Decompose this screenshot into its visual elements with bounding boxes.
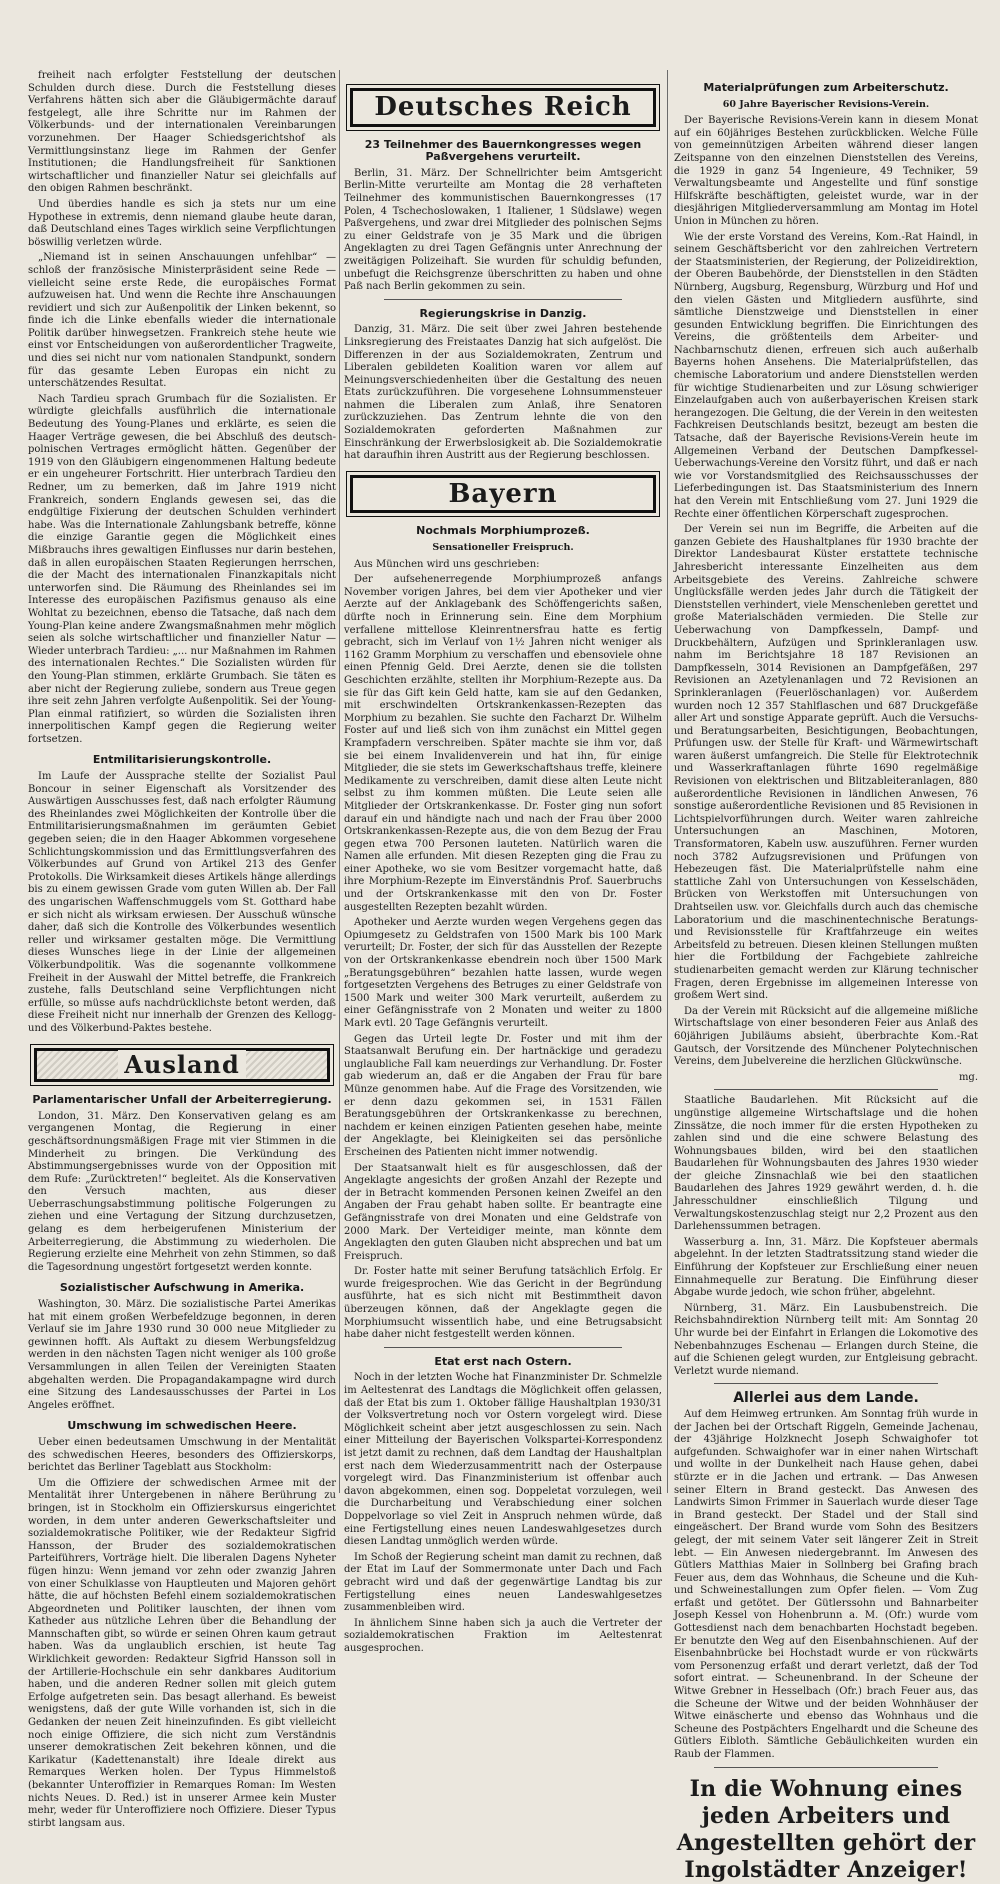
article-paragraph: Nürnberg, 31. März. Ein Lausbubenstreich. Die Reichsbahndirektion Nürnberg teilt mit: Am Sonntag 20 Uhr wurde bei der Einfahrt in Erlangen die Lokomotive des Nebenbahnzuges Eschenau — Erlangen durch Steine, die auf die Schienen gelegt wurden, zur Entgleisung gebracht. Verletzt wurde niemand.: [674, 1302, 978, 1377]
section-banner-ausland: [34, 1048, 330, 1083]
article-paragraph: Staatliche Baudarlehen. Mit Rücksicht auf die ungünstige allgemeine Wirtschaftslage und die hohen Zinssätze, die noch immer für die ersten Hypotheken zu zahlen sind und die eine schwere Belastung des Wohnungsbaues bilden, wird bei den staatlichen Baudarlehen für Wohnungsbauten des Jahres 1930 wieder der gleiche Zinsnachlaß wie bei den staatlichen Baudarlehen des Jahres 1929 gewährt werden, d. h. die Jahresschuldner einschließlich Tilgung und Verwaltungskostenzuschlag steigt nur 2,2 Prozent aus den Darlehenssummen betragen.: [674, 1095, 978, 1233]
headline-bauernkongress: 23 Teilnehmer des Bauernkongresses wegen Paßvergehens verurteilt.: [364, 137, 642, 164]
article-paragraph: Der Staatsanwalt hielt es für ausgeschlossen, daß der Angeklagte angesichts der großen Anzahl der Rezepte und der in Betracht kommenden Personen keinen Zweifel an den Angaben der Frau gehabt haben sollte. Er beantragte eine Gefängnisstrafe von drei Monaten und eine Geldstrafe von 2000 Mark. Der Verteidiger meinte, man könnte dem Angeklagten den guten Glauben nicht absprechen und bat um Freispruch.: [344, 1162, 662, 1262]
subheadline-freispruch: Sensationeller Freispruch.: [432, 542, 574, 554]
headline-regierungskrise-danzig: Regierungskrise in Danzig.: [419, 306, 587, 320]
headline-sozialistischer-aufschwung: Sozialistischer Aufschwung in Amerika.: [59, 1281, 305, 1295]
column-rule: [667, 70, 668, 1493]
article-paragraph: Wasserburg a. Inn, 31. März. Die Kopfsteuer abermals abgelehnt. In der letzten Stadtratssitzung stand wieder die Einführung der Kopfsteuer zur Erschließung einer neuen Einnahmequelle zur Beratung. Die Einführung dieser Abgabe wurde jedoch, wie schon früher, abgelehnt.: [674, 1236, 978, 1299]
headline-etat-nach-ostern: Etat erst nach Ostern.: [434, 1354, 572, 1368]
article-paragraph: Aus München wird uns geschrieben:: [354, 558, 540, 570]
article-paragraph: Apotheker und Aerzte wurden wegen Vergehens gegen das Opiumgesetz zu Geldstrafen von 1500 Mark bis 100 Mark verurteilt; Dr. Foster, der sich für das Ausstellen der Rezepte von der Ortskrankenkasse ebendrein noch über 1500 Mark „Beratungsgebühren“ bezahlen hatte lassen, wurde wegen fortgesetzten Vergehens des Betruges zu einer Geldstrafe von 1500 Mark und weiter 300 Mark verurteilt, außerdem zu einer Gefängnisstrafe von 2 Monaten und weiter zu 1800 Mark evtl. 20 Tage Gefängnis verurteilt.: [344, 917, 662, 1029]
article-paragraph: „Niemand ist in seinen Anschauungen unfehlbar“ — schloß der französische Ministerpräsident seine Rede — vielleicht seine erste Rede, die europäisches Format aufzuweisen hat. Und wenn die Rechte ihre Anschauungen revidiert und sich zur Außenpolitik der Linken bekennt, so finde ich die Linke ebenfalls wieder die internationale Politik darüber hinwegsetzen. Frankreich stehe heute wie einst vor Entscheidungen von außerordentlicher Tragweite, und dies sei nicht nur vom nationalen Standpunkt, sondern für das gesamte Leben Europas ein nicht zu unterschätzendes Resultat.: [28, 252, 336, 390]
article-paragraph: Ueber einen bedeutsamen Umschwung in der Mentalität des schwedischen Heeres, besonders des Offizierskorps, berichtet das Berliner Tageblatt aus Stockholm:: [28, 1436, 336, 1474]
article-paragraph: Auf dem Heimweg ertrunken. Am Sonntag früh wurde in der Jachen bei der Ortschaft Riggeln, Gemeinde Jachenau, der 43jährige Holzknecht Joseph Schwaighofer tot aufgefunden. Schwaighofer war in einer nahen Wirtschaft und wollte in der Dunkelheit nach Hause gehen, dabei stürzte er in die Jachen und ertrank. — Das Anwesen seiner Eltern in Brand gesteckt. Das Anwesen des Landwirts Simon Frimmer in Sauerlach wurde dieser Tage in Brand gesteckt. Der Stadel und der Stall sind eingeäschert. Der Brand wurde vom Sohn des Besitzers gelegt, der mit seinem Vater seit längerer Zeit in Streit lebt. — Ein Anwesen niedergebrannt. Im Anwesen des Gütlers Matthias Maier in Sollnberg bei Grafing brach Feuer aus, dem das Wohnhaus, die Scheune und die Kuh- und Schweinestallungen zum Opfer fielen. — Vom Zug erfaßt und getötet. Der Gütlerssohn und Bahnarbeiter Joseph Kessel von Hohenbrunn a. M. (Ofr.) wurde vom Gottesdienst nach dem benachbarten Hochstadt begeben. Er benutzte den Weg auf den Eisenbahnschienen. Auf der Eisenbahnbrücke bei Hochstadt wurde er von rückwärts vom Personenzug erfaßt und derart verletzt, daß der Tod sofort eintrat. — Scheunenbrand. In der Scheune der Witwe Grebner in Hesselbach (Ofr.) brach Feuer aus, das die Scheune der Witwe und der beiden Wohnhäuser der Witwe einäscherte und ebenso das Wohnhaus und die Scheune des Postpächters Engelhardt und die Scheune des Gütlers Eibloth. Sämtliche Gebäulichkeiten wurden ein Raub der Flammen.: [674, 1408, 978, 1760]
column-rule: [339, 70, 340, 1493]
article-paragraph: Der Verein sei nun im Begriffe, die Arbeiten auf die ganzen Gebiete des Haushaltplanes für 1930 brachte der Direktor Landesbaurat Küster erstattete technische Jahresbericht interessante Einzelheiten aus dem Arbeitsgebiete des Vereins. Zahlreiche schwere Unglücksfälle werden jedes Jahr durch die Tätigkeit der Dienststellen verhindert, viele Menschenleben gerettet und große Materialschäden vermieden. Die Stelle zur Ueberwachung von Dampfkesseln, Dampf- und Druckbehältern, Aufzügen und Sprinkleranlagen usw. nahm im Berichtsjahre 18 187 Revisionen an Dampfkesseln, 3014 Revisionen an Dampfgefäßen, 297 Revisionen an Azetylenanlagen und 72 Revisionen an Sprinkleranlagen (Feuerlöschanlagen) vor. Außerdem wurden noch 12 357 Stahlflaschen und 687 Druckgefäße aller Art und sonstige Apparate geprüft. Auch die Versuchs- und Beratungsarbeiten, Besichtigungen, Beobachtungen, Prüfungen usw. der Stelle für Kraft- und Wärmewirtschaft waren äußerst umfangreich. Die Stelle für Elektrotechnik und Wasserkraftanlagen führte 1690 regelmäßige Revisionen von elektrischen und Blitzableiteranlagen, 880 außerordentliche Revisionen in ländlichen Anwesen, 76 sonstige außerordentliche Revisionen und 85 Revisionen in Lichtspielvorführungen durch. Weiter waren zahlreiche Untersuchungen an Maschinen, Motoren, Transformatoren, Kabeln usw. auszuführen. Ferner wurden noch 3782 Aufzugsrevisionen und Prüfungen von Hebezeugen fäst. Die Materialprüfstelle nahm eine stattliche Zahl von Untersuchungen von Kesselschäden, Brücken von Werkstoffen mit Untersuchungen von Drahtseilen usw. vor. Gleichfalls durch auch das chemische Laboratorium und die maschinentechnische Beratungs- und Revisionsstelle für Kraftfahrzeuge ein weites Arbeitsfeld zu betreuen. Diesen kleinen Stellungen mußten hier die Fortbildung der Fachgebiete zahlreiche studienarbeiten gemacht werden zur Klärung technischer Fragen, deren Ergebnisse im allgemeinen Interesse von großem Wert sind.: [674, 524, 978, 1002]
article-paragraph: In ähnlichem Sinne haben sich ja auch die Vertreter der sozialdemokratischen Fraktion im Aeltestenrat ausgesprochen.: [344, 1617, 662, 1654]
article-paragraph: Und überdies handle es sich ja stets nur um eine Hypothese in extremis, denn niemand glaube heute daran, daß Deutschland eines Tages wirklich seine Verpflichtungen böswillig verletzen würde.: [28, 198, 336, 248]
section-banner-deutsches-reich: Deutsches Reich: [350, 88, 656, 127]
article-paragraph: London, 31. März. Den Konservativen gelang es am vergangenen Montag, die Regierung in einer geschäftsordnungsmäßigen Frage mit vier Stimmen in die Minderheit zu bringen. Die Verkündung des Abstimmungsergebnisses wurde von der Opposition mit dem Rufe: „Zurücktreten!“ begleitet. Als die Konservativen den Versuch machten, aus dieser Ueberraschungsabstimmung politische Folgerungen zu ziehen und eine Vertagung der Sitzung durchzusetzen, gelang es dem herbeigerufenen Ministerium der Arbeiterregierung, die Abstimmung zu wiederholen. Die Regierung erzielte eine Mehrheit von zehn Stimmen, so daß die Tagesordnung ungestört fortgesetzt werden konnte.: [28, 1110, 336, 1273]
article-paragraph: Wie der erste Vorstand des Vereins, Kom.-Rat Haindl, in seinem Geschäftsbericht vor den zahlreichen Vertretern der Staatsministerien, der Regierung, der Polizeidirektion, der Oberen Baubehörde, der Dienststellen in den Städten Nürnberg, Augsburg, Regensburg, Würzburg und Hof und den vielen Gästen und Mitgliedern ausführte, sind sämtliche Dienstzweige und Dienststellen in einer gesunden Entwicklung begriffen. Die Einrichtungen des Vereins, die größtenteils dem Arbeiter- und Nachbarnschutz dienen, erfreuen sich auch außerhalb Bayerns hohen Ansehens. Die Materialprüfstellen, das chemische Laboratorium und andere Dienststellen werden für wichtige Studienarbeiten und zur Lösung schwieriger Einzelaufgaben auch von außerbayerischen Kreisen stark herangezogen. Die Geltung, die der Verein in den weitesten Fachkreisen Deutschlands besitzt, bezeugt am besten die Tatsache, daß der Bayerische Revisions-Verein heute im Allgemeinen Verband der Deutschen Dampfkessel-Ueberwachungs-Vereine den Vorsitz führt, und daß er nach wie vor Vorstandsmitglied des Reichsausschusses der Lieferbedingungen ist. Das Staatsministerium des Innern hat den Verein mit Entschließung vom 27. Juni 1929 die Rechte einer öffentlichen Körperschaft zugesprochen.: [674, 231, 978, 520]
article-paragraph: Der aufsehenerregende Morphiumprozeß anfangs November vorigen Jahres, bei dem vier Apotheker und vier Aerzte auf der Anklagebank des Schöffengerichts saßen, dürfte noch in Erinnerung sein. Eine dem Morphium verfallene mittellose Kleinrentnersfrau hatte es fertig gebracht, sich im Verlauf von 1½ Jahren nicht weniger als 1162 Gramm Morphium zu verschaffen und ebensoviele ohne einen Pfennig Geld. Drei Aerzte, denen sie die tollsten Geschichten erzählte, stellten ihr Morphium-Rezepte aus. Da sie für das Gift kein Geld hatte, kam sie auf den Gedanken, mit erschwindelten Ortskrankenkassen-Rezepten das Morphium zu bezahlen. Sie suchte den Facharzt Dr. Wilhelm Foster auf und ließ sich von ihm zunächst ein Mittel gegen Krampfadern verschreiben. Später machte sie ihm vor, daß sie bei einem Invalidenverein und hat ihn, für einige Mitglieder, die sie stets im Gewerkschaftshaus treffe, kleinere Medikamente zu verschreiben, damit diese alten Leute nicht selbst zu ihm kommen müßten. Die Leute seien alle Mitglieder der Ortskrankenkasse. Dr. Foster ging nun sofort darauf ein und händigte nach und nach der Frau über 2000 Ortskrankenkassen-Rezepte aus, die von dem Bezug der Frau gegen etwa 700 Personen lauteten. Natürlich waren die Namen alle erfunden. Mit diesen Rezepten ging die Frau zu einer Apotheke, wo sie vom Besitzer vorgemacht hatte, daß ihre Morphium-Rezepte im Einverständnis Prof. Sauerbruchs und der Ortskrankenkasse mit den von Dr. Foster ausgestellten Rezepten bezahlt würden.: [344, 574, 662, 913]
article-paragraph: Danzig, 31. März. Die seit über zwei Jahren bestehende Linksregierung des Freistaates Danzig hat sich aufgelöst. Die Differenzen in der aus Sozialdemokraten, Zentrum und Liberalen gebildeten Koalition waren vor allem auf Meinungsverschiedenheiten über die Gestaltung des neuen Etats zurückzuführen. Die vorgesehene Lohnsummensteuer nahmen die Liberalen zum Anlaß, ihre Senatoren zurückzuziehen. Das Zentrum lehnte die von den Sozialdemokraten geforderten Maßnahmen zur Einschränkung der Erwerbslosigkeit ab. Die Sozialdemokratie hat daraufhin ihren Austritt aus der Regierung beschlossen.: [344, 324, 662, 462]
article-paragraph: Washington, 30. März. Die sozialistische Partei Amerikas hat mit einem großen Werbefeldzuge begonnen, in deren Verlauf sie im Jahre 1930 rund 30 000 neue Mitglieder zu gewinnen hofft. Als Auftakt zu diesem Werbungsfeldzug werden in den nächsten Tagen nicht weniger als 100 große Versammlungen in allen Teilen der Vereinigten Staaten abgehalten werden. Die Propagandakampagne wird durch eine Sitzung des Landesausschusses der Partei in Los Angeles eröffnet.: [28, 1299, 336, 1411]
article-paragraph: Da der Verein mit Rücksicht auf die allgemeine mißliche Wirtschaftslage von einer besonderen Feier aus Anlaß des 60jährigen Jubiläums absieht, überbrachte Kom.-Rat Gautsch, der Vorsitzende des Münchener Polytechnischen Vereins, dem Jubelvereine die herzlichen Glückwünsche.: [674, 1005, 978, 1068]
article-paragraph: Berlin, 31. März. Der Schnellrichter beim Amtsgericht Berlin-Mitte verurteilte am Montag die 28 verhafteten Teilnehmer des kommunistischen Bauernkongresses (17 Polen, 4 Tschechoslowaken, 1 Italiener, 1 Südslawe) wegen Paßvergehens, und zwar drei Mitglieder des polnischen Sejms zu einer Geldstrafe von je 35 Mark und die übrigen Angeklagten zu drei Tagen Gefängnis unter Anrechnung der zweitägigen Polizeihaft. Sie wurden für schuldig befunden, unbefugt die Reichsgrenze überschritten zu haben und ohne Paß nach Berlin gekommen zu sein.: [344, 167, 662, 293]
headline-parlamentarischer-unfall: Parlamentarischer Unfall der Arbeiterregierung.: [32, 1093, 332, 1107]
divider: [714, 1383, 938, 1384]
headline-allerlei: Allerlei aus dem Lande.: [733, 1390, 919, 1407]
divider: [384, 1347, 622, 1348]
article-paragraph: Nach Tardieu sprach Grumbach für die Sozialisten. Er würdigte gleichfalls ausführlich die internationale Bedeutung des Young-Planes und erklärte, es seien die Haager Verträge gewesen, die bei Abschluß des deutsch-polnischen Vertrages ermöglicht hätten. Gegenüber der 1919 von den Gläubigern eingenommenen Haltung bedeute er ein ungeheurer Fortschritt. Hier unterbrach Tardieu den Redner, um zu bemerken, daß im Jahre 1919 nicht Frankreich, sondern Englands gewesen sei, das die endgültige Fixierung der deutschen Schulden verhindert habe. Was die Internationale Zahlungsbank betreffe, könne die einzige Garantie gegen die Möglichkeit eines Mißbrauchs ihres gewaltigen Einflusses nur darin bestehen, daß in allen europäischen Staaten Regierungen herrschen, die der Macht des internationalen Finanzkapitals nicht unterworfen sind. Die Räumung des Rheinlandes sei im Interesse des europäischen Pazifismus genauso als eine Wohltat zu bezeichnen, ebenso die Tatsache, daß nach dem Young-Plan keine andere Zwangsmaßnahmen mehr möglich seien als solche wirtschaftlicher und finanzieller Natur — Wieder unterbrach Tardieu: „... nur Maßnahmen im Rahmen des internationalen Rechtes.“ Die Sozialisten würden für den Young-Plan stimmen, erklärte Grumbach. Sie täten es aber nicht der Regierung zuliebe, sondern aus Treue gegen ihre seit zehn Jahren verfolgte Außenpolitik. Sei der Young-Plan einmal ratifiziert, so würden die Sozialisten ihren innerpolitischen Kampf gegen die Regierung weiter fortsetzen.: [28, 393, 336, 745]
divider: [384, 299, 622, 300]
article-paragraph: Gegen das Urteil legte Dr. Foster und mit ihm der Staatsanwalt Berufung ein. Der hartnäckige und geradezu unglaubliche Fall kam neuerdings zur Verhandlung. Dr. Foster gab wiederum an, daß er die Angaben der Frau für bare Münze genommen habe. Auf die Frage des Vorsitzenden, wie er denn dazu gekommen sei, in 1531 Fällen Beratungsgebühren der Ortskrankenkasse zu berechnen, nachdem er keinen einzigen Patienten gesehen habe, meinte der Angeklagte, bei Kleinigkeiten sei das persönliche Erscheinen des Patienten nicht immer notwendig.: [344, 1033, 662, 1158]
subheadline-revisions-verein: 60 Jahre Bayerischer Revisions-Verein.: [722, 98, 930, 110]
house-advertisement: In die Wohnung eines jeden Arbeiters und Angestellten gehört der Ingolstädter Anzeiger!: [676, 1775, 976, 1883]
divider: [714, 1767, 938, 1768]
headline-morphiumprozess: Nochmals Morphiumprozeß.: [416, 524, 590, 538]
column-right: [674, 70, 978, 1883]
divider: [714, 1089, 938, 1090]
column-left: [28, 70, 336, 1829]
article-paragraph: Um die Offiziere der schwedischen Armee mit der Mentalität ihrer Untergebenen in nähere Berührung zu bringen, ist in Stockholm ein Offizierskursus eingerichtet worden, in dem unter anderen Gewerkschaftsleiter und sozialdemokratische Politiker, wie der Redakteur Sigfrid Hansson, der Bruder des sozialdemokratischen Parteiführers, Vorträge hielt. Die liberalen Dagens Nyheter fügen hinzu: Wenn jemand vor zehn oder zwanzig Jahren von einer Schulklasse von Hauptleuten und Majoren gehört hätte, die auf höchsten Befehl einem sozialdemokratischen Abgeordneten und Politiker lauschten, der ihnen vom Katheder aus nützliche Lehren über die Behandlung der Mannschaften gibt, so würde er seinen Ohren kaum getraut haben. Was da unglaublich erschien, ist heute Tag Wirklichkeit geworden: Redakteur Sigfrid Hansson soll in der Artillerie-Hochschule ein sehr dankbares Auditorium haben, und die anderen Redner sollen mit gleich gutem Erfolge aufgetreten sein. Das besagt allerhand. Es beweist wenigstens, daß der gute Wille vorhanden ist, sich in die Gedanken der neuen Zeit hineinzufinden. Es gibt vielleicht noch einige Offiziere, die sich nicht zum Verständnis unserer demokratischen Zeit bekehren können, und die Karikatur (Kadettenanstalt) ihre Ideale direkt aus Remarques Werken holen. Der Typus Himmelstoß (bekannter Unteroffizier in Remarques Roman: Im Westen nichts Neues. D. Red.) ist in unserer Armee kein Muster mehr, weder für Unteroffiziere noch Offiziere. Dieser Typus stirbt langsam aus.: [28, 1477, 336, 1829]
section-banner-bayern: Bayern: [350, 475, 656, 514]
article-paragraph: Noch in der letzten Woche hat Finanzminister Dr. Schmelzle im Aeltestenrat des Landtags die Möglichkeit offen gelassen, daß der Etat bis zum 1. Oktober fällige Haushaltplan 1930/31 der Volksvertretung noch vor Ostern vorgelegt wird. Diese Möglichkeit scheint aber jetzt ausgeschlossen zu sein. Nach einer Mitteilung der Bayerischen Volkspartei-Korrespondenz ist jetzt damit zu rechnen, daß dem Landtag der Haushaltplan erst nach dem Wiederzusammentritt nach der Osterpause vorgelegt wird. Das Finanzministerium ist offenbar auch davon abgekommen, einen sog. Doppeletat vorzulegen, weil die Durcharbeitung und Verabschiedung einer solchen Doppelvorlage so viel Zeit in Anspruch nehmen würde, daß eine Fertigstellung eines neuen Landeswahlgesetzes durch diesen Landtag unmöglich werden würde.: [344, 1372, 662, 1548]
article-paragraph: Dr. Foster hatte mit seiner Berufung tatsächlich Erfolg. Er wurde freigesprochen. Wie das Gericht in der Begründung ausführte, hat es sich nicht mit Bestimmtheit davon überzeugen können, daß der Angeklagte gegen die Morphiumsucht wissentlich habe, und eine Betrugsabsicht habe daher nicht festgestellt werden können.: [344, 1266, 662, 1341]
headline-entmilitarisierung: Entmilitarisierungskontrolle.: [92, 753, 272, 767]
article-paragraph: Der Bayerische Revisions-Verein kann in diesem Monat auf ein 60jähriges Bestehen zurückblicken. Welche Fülle von gemeinnützigen Arbeiten während dieser langen Zeitspanne von den einzelnen Dienststellen des Vereins, die 1929 in ganz 54 Ingenieure, 49 Techniker, 59 Verwaltungsbeamte und Angestellte und fünf sonstige Hilfskräfte beschäftigten, geleistet wurde, war in der diesjährigen Mitgliederversammlung am Montag im Hotel Union in München zu hören.: [674, 115, 978, 227]
article-paragraph: Im Schoß der Regierung scheint man damit zu rechnen, daß der Etat im Lauf der Sommermonate unter Dach und Fach gebracht wird und daß der gegenwärtige Landtag bis zur Fertigstellung eines neuen Landeswahlgesetzes zusammenbleiben wird.: [344, 1551, 662, 1614]
article-paragraph: Im Laufe der Aussprache stellte der Sozialist Paul Boncour in seiner Eigenschaft als Vorsitzender des Auswärtigen Ausschusses fest, daß nach erfolgter Räumung des Rheinlandes zwei Möglichkeiten der Kontrolle über die Entmilitarisierungsmaßnahmen im geräumten Gebiet gegeben seien; die in den Haager Abkommen vorgesehene Schlichtungskommission und das Ermittlungsverfahren des Völkerbundes auf Grund von Artikel 213 des Genfer Protokolls. Die Wirksamkeit dieses Artikels hänge allerdings bis zu einem gewissen Grade vom guten Willen ab. Der Fall des ungarischen Waffenschmuggels vom St. Gotthard habe er sich nicht als wirksam erwiesen. Der Ausschuß wünsche daher, daß sich die Kontrolle des Völkerbundes wesentlich reller und wirksamer gestalten möge. Die Vermittlung dieses Wunsches liege in der Linie der allgemeinen Völkerbundpolitik. Was die sogenannte vollkommene Freiheit in der Auswahl der Mittel betreffe, die Frankreich zustehe, falls Deutschland seine Verpflichtungen nicht erfülle, so müsse aufs nachdrücklichste betont werden, daß diese Freiheit nicht nur innerhalb der Grenzen des Kellogg- und des Völkerbund-Paktes bestehe.: [28, 771, 336, 1034]
headline-materialpruefungen: Materialprüfungen zum Arbeiterschutz.: [703, 81, 949, 94]
column-middle: [344, 70, 662, 1654]
article-paragraph: freiheit nach erfolgter Feststellung der deutschen Schulden durch diese. Durch die Feststellung dieses Verfahrens hätten sich aber die Gläubigermächte darauf festgelegt, alle ihre Schritte nur im Rahmen der Völkerbunds- und der internationalen Vereinbarungen vorzunehmen. Der Haager Schiedsgerichtshof als Vermittlungsinstanz liege im Rahmen der Genfer Institutionen; die Handlungsfreiheit für Sanktionen wirtschaftlicher und finanzieller Natur sei gleichfalls auf den obigen Rahmen beschränkt.: [28, 70, 336, 195]
headline-umschwung-heere: Umschwung im schwedischen Heere.: [67, 1419, 297, 1433]
section-title: Ausland: [118, 1050, 245, 1079]
author-signature: mg.: [958, 1071, 978, 1083]
